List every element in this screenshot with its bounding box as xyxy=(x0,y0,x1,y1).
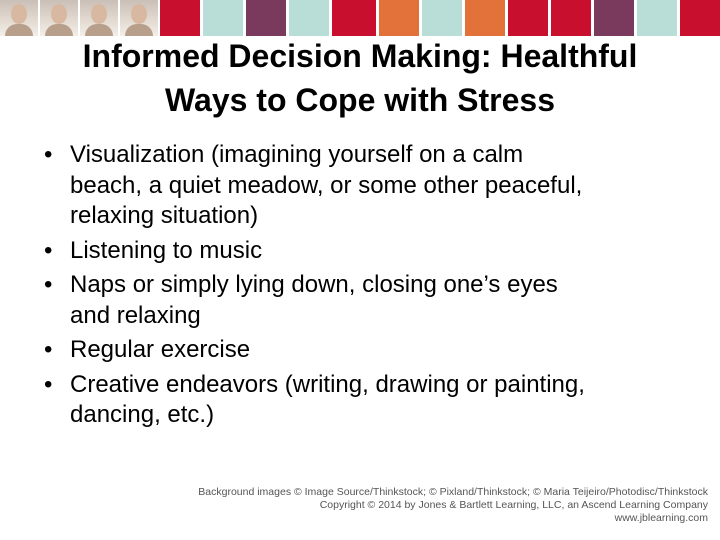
header-tile xyxy=(160,0,200,36)
bullet-list xyxy=(44,140,684,435)
slide-title-line: Informed Decision Making: Healthful xyxy=(82,38,638,74)
header-tile xyxy=(594,0,634,36)
header-tile xyxy=(422,0,462,36)
header-tile xyxy=(508,0,548,36)
copyright-line: Copyright © 2014 by Jones & Bartlett Learning, LLC, an Ascend Learning Company xyxy=(319,499,708,511)
slide-title xyxy=(20,34,700,122)
header-tile xyxy=(465,0,505,36)
bullet-dot: • xyxy=(44,336,53,363)
header-photo-child xyxy=(0,0,38,36)
bullet-text-line: Listening to music xyxy=(70,236,263,264)
bullet-item xyxy=(44,140,684,232)
header-tile xyxy=(637,0,677,36)
copyright-credits xyxy=(148,486,708,525)
bullet-item xyxy=(44,370,684,431)
header-tile xyxy=(551,0,591,36)
bullet-text-line: and relaxing xyxy=(70,301,201,329)
bullet-dot: • xyxy=(44,271,53,298)
bullet-text-line: beach, a quiet meadow, or some other peaceful, xyxy=(70,171,583,199)
bullet-item xyxy=(44,270,684,331)
decorative-header-band xyxy=(0,0,720,36)
header-tile xyxy=(332,0,376,36)
header-photo-girl xyxy=(120,0,158,36)
header-photo-woman xyxy=(80,0,118,36)
bullet-item xyxy=(44,236,684,267)
header-tile xyxy=(246,0,286,36)
header-tile xyxy=(379,0,419,36)
bullet-dot: • xyxy=(44,141,53,168)
publisher-url: www.jblearning.com xyxy=(614,512,708,524)
slide-title-line: Ways to Cope with Stress xyxy=(165,82,555,118)
bullet-text-line: Regular exercise xyxy=(70,336,251,363)
image-credit-line: Background images © Image Source/Thinkstock; © Pixland/Thinkstock; © Maria Teijeiro/Photodisc/Thinkstock xyxy=(198,486,708,498)
header-photo-person xyxy=(40,0,78,36)
bullet-text-line: Naps or simply lying down, closing one’s eyes xyxy=(70,271,558,298)
header-tile xyxy=(289,0,329,36)
bullet-item xyxy=(44,335,684,366)
bullet-dot: • xyxy=(44,370,53,398)
bullet-text-line: dancing, etc.) xyxy=(70,401,215,428)
header-tile xyxy=(203,0,243,36)
bullet-text-line: relaxing situation) xyxy=(70,202,259,229)
header-tile xyxy=(680,0,720,36)
bullet-text-line: Visualization (imagining yourself on a calm xyxy=(70,141,524,168)
bullet-dot: • xyxy=(44,236,53,264)
bullet-text-line: Creative endeavors (writing, drawing or painting, xyxy=(70,370,585,398)
